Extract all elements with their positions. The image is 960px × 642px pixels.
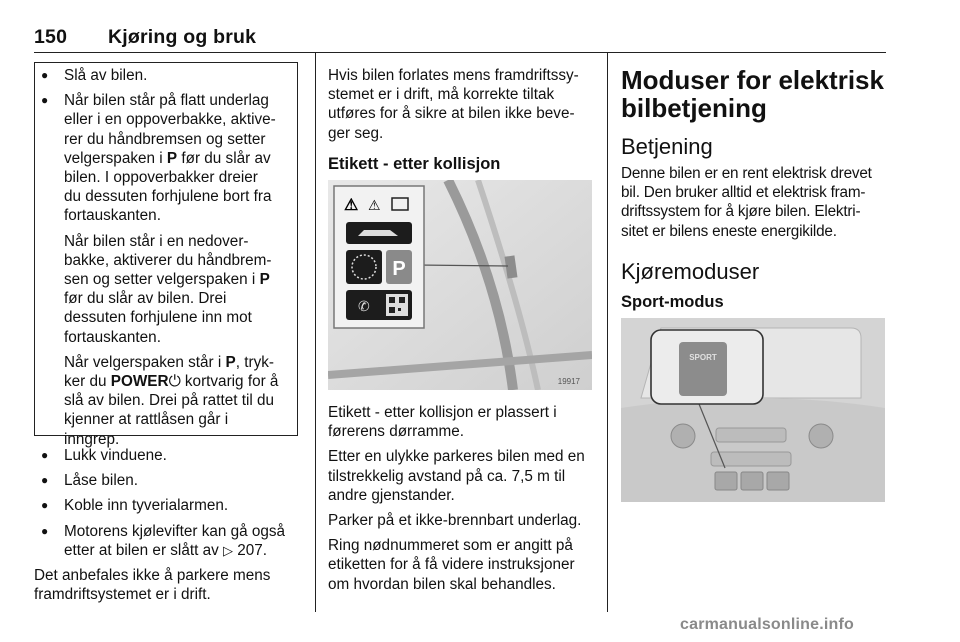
column-1-lower	[36, 446, 306, 604]
caption: Etikett - etter kollisjon er plassert i førerens dørramme.	[328, 404, 557, 441]
bullet-icon: ●	[41, 473, 49, 488]
column-2	[328, 66, 603, 174]
paragraph: Ring nødnummeret som er angitt på etiketten for å få videre instruksjoner om hvordan bilen skal behandles.	[328, 537, 575, 593]
section-heading: Etikett - etter kollisjon	[328, 154, 501, 173]
bullet-text: Lukk vinduene.	[64, 447, 167, 464]
paragraph: Denne bilen er en rent elektrisk drevet bil. Den bruker alltid et elektrisk fram- driftssystem for å kjøre bilen. Elektri- sitet er bilens eneste energikilde.	[621, 165, 872, 240]
sport-mode-illustration	[621, 318, 885, 502]
page-number: 150	[34, 26, 68, 48]
paragraph: Når bilen står i en nedover- bakke, aktiverer du håndbrem- sen og setter velgerspaken i P før du slår av bilen. Drei dessuten forhjulene inn mot fortauskanten.	[64, 232, 272, 346]
column-1	[36, 66, 298, 449]
bullet-icon: ●	[41, 68, 49, 82]
page-reference-icon[interactable]: ▷	[223, 542, 233, 558]
bullet-text: Når bilen står på flatt underlag eller i en oppoverbakke, aktive- rer du håndbremsen og setter velgerspaken i P før du slår av bilen. I oppoverbakker dreier du dessuten forhjulene bort fra fortauskanten.	[64, 92, 276, 225]
subsection-heading: Kjøremoduser	[621, 258, 760, 284]
park-p-icon: P	[392, 258, 406, 280]
sport-button	[679, 342, 727, 396]
header-rule	[34, 52, 886, 53]
column-divider-2	[607, 52, 608, 612]
bullet-icon: ●	[41, 498, 49, 513]
watermark: carmanualsonline.info	[680, 616, 855, 633]
paragraph: Når velgerspaken står i P, tryk- ker du POWER⏻ kortvarig for å slå av bilen. Drei på rattet til du kjenner at rattlåsen går i inngrep.	[64, 353, 279, 448]
bullet-text: Motorens kjølevifter kan gå også etter at bilen er slått av ▷ 207.	[64, 522, 286, 559]
warning-icon: ⚠	[344, 197, 359, 214]
section-title: Moduser for elektrisk bilbetjening	[621, 65, 884, 123]
column-2-lower	[328, 403, 603, 594]
hazard-icon: ⚠	[368, 197, 381, 213]
list-item	[36, 522, 306, 560]
bullet-text: Låse bilen.	[64, 472, 138, 490]
paragraph: Hvis bilen forlates mens framdriftssy- stemet er i drift, må korrekte tiltak utføres for å sikre at bilen ikke beve- ger seg.	[328, 67, 579, 142]
phone-icon: ✆	[358, 298, 370, 314]
subsubsection-heading: Sport-modus	[621, 292, 724, 311]
bullet-text: Koble inn tyverialarmen.	[64, 497, 229, 515]
list-item	[36, 91, 298, 225]
paragraph: Etter en ulykke parkeres bilen med en tilstrekkelig avstand på ca. 7,5 m til andre gjenstander.	[328, 448, 585, 504]
bullet-icon: ●	[41, 93, 49, 108]
list-item	[36, 471, 306, 490]
chapter-title: Kjøring og bruk	[108, 26, 257, 48]
sport-button-label: SPORT	[689, 353, 717, 362]
column-3	[621, 66, 891, 312]
list-item	[36, 496, 306, 515]
post-collision-label-illustration	[328, 180, 592, 390]
paragraph: Det anbefales ikke å parkere mens framdriftsystemet er i drift.	[34, 567, 271, 604]
column-divider-1	[315, 52, 316, 612]
list-item	[36, 66, 298, 85]
bullet-icon: ●	[41, 448, 49, 462]
bullet-text: Slå av bilen.	[64, 67, 148, 84]
page-reference[interactable]: 207.	[237, 541, 268, 559]
bullet-icon: ●	[41, 523, 49, 538]
paragraph: Parker på et ikke-brennbart underlag.	[328, 512, 582, 530]
list-item	[36, 446, 306, 465]
image-code: 19917	[557, 377, 580, 386]
subsection-heading: Betjening	[621, 134, 713, 159]
